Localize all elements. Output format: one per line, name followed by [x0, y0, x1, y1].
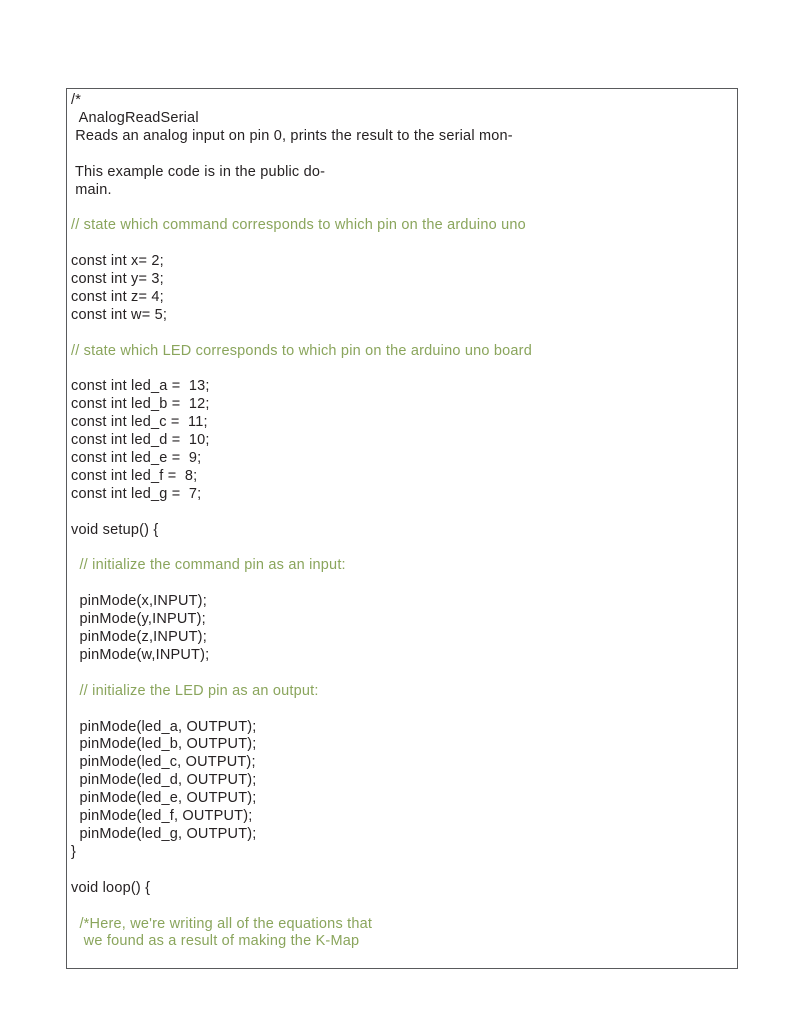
code-line: pinMode(w,INPUT); [71, 646, 210, 663]
code-line: const int led_a = 13; [71, 378, 210, 395]
code-line: const int led_d = 10; [71, 432, 210, 449]
code-line [71, 862, 733, 880]
code-line [71, 325, 733, 343]
code-line: pinMode(y,INPUT); [71, 611, 206, 628]
code-line: const int led_c = 11; [71, 414, 208, 431]
code-line: } [71, 843, 77, 860]
code-line: pinMode(led_b, OUTPUT); [71, 736, 257, 753]
code-line [71, 361, 733, 379]
code-line: pinMode(z,INPUT); [71, 629, 207, 646]
code-line: const int led_b = 12; [71, 396, 210, 413]
code-line: pinMode(x,INPUT); [71, 593, 207, 610]
code-comment-line: // initialize the command pin as an input: [71, 557, 346, 574]
code-line [71, 199, 733, 217]
code-comment-line: /*Here, we're writing all of the equations that [71, 915, 373, 932]
code-line [71, 235, 733, 253]
code-line: void loop() { [71, 879, 151, 896]
code-line: pinMode(led_a, OUTPUT); [71, 718, 257, 735]
code-comment-line: // state which LED corresponds to which pin on the arduino uno board [71, 342, 532, 359]
code-line [71, 665, 733, 683]
code-line: const int led_g = 7; [71, 485, 202, 502]
code-line [71, 504, 733, 522]
code-line: const int w= 5; [71, 306, 168, 323]
code-block [66, 88, 738, 969]
code-line: const int led_f = 8; [71, 467, 198, 484]
code-line: pinMode(led_c, OUTPUT); [71, 754, 256, 771]
code-line: /* [71, 92, 82, 108]
code-line [71, 575, 733, 593]
code-line: const int led_e = 9; [71, 450, 202, 467]
code-line: pinMode(led_f, OUTPUT); [71, 808, 253, 825]
code-line: AnalogReadSerial [71, 109, 199, 126]
code-line: void setup() { [71, 521, 159, 538]
code-line [71, 898, 733, 916]
code-line [71, 146, 733, 164]
code-comment-line: we found as a result of making the K-Map [71, 933, 360, 950]
code-line: const int y= 3; [71, 271, 164, 288]
code-line [71, 540, 733, 558]
code-line: pinMode(led_e, OUTPUT); [71, 790, 257, 807]
code-comment-line: // state which command corresponds to which pin on the arduino uno [71, 217, 526, 234]
code-line: This example code is in the public do- [71, 163, 326, 180]
code-line [71, 701, 733, 719]
code-comment-line: // initialize the LED pin as an output: [71, 682, 319, 699]
code-line: const int z= 4; [71, 288, 164, 305]
code-line: main. [71, 181, 112, 198]
code-line: pinMode(led_d, OUTPUT); [71, 772, 257, 789]
code-line: const int x= 2; [71, 253, 164, 270]
code-line: pinMode(led_g, OUTPUT); [71, 826, 257, 842]
code-line: Reads an analog input on pin 0, prints the result to the serial mon- [71, 127, 513, 144]
